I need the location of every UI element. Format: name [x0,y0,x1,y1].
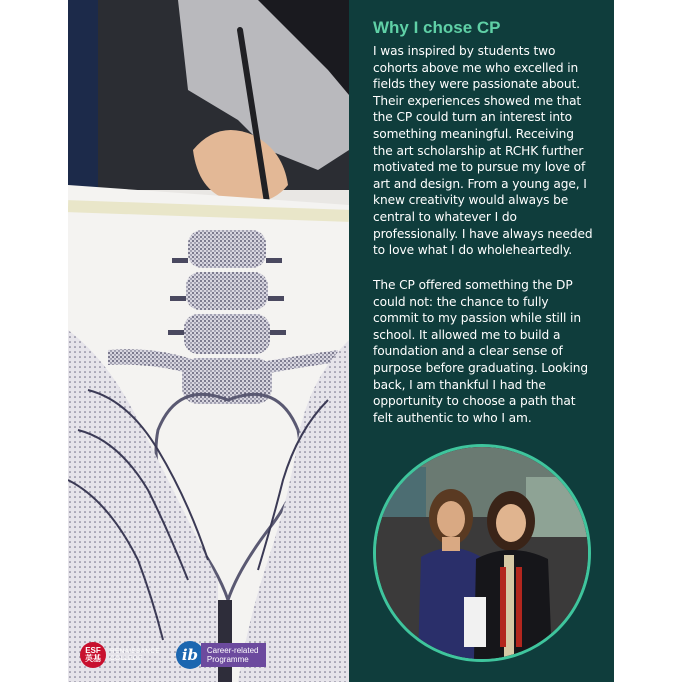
ib-line1: Career-related [206,646,259,655]
section-title: Why I chose CP [373,18,501,37]
paragraph-2: The CP offered something the DP could not: the chance to fully commit to my passion while still in school. It allowed me to build a foundation and a clear sense of purpose before graduating. Looking back, I am thankful I had the opportunity to choose a path that felt authentic to who I am. [373,278,588,425]
page [68,0,614,682]
text-panel [349,0,614,682]
esf-badge [80,642,106,668]
portrait-photo [373,444,591,662]
esf-badge-top: ESF [85,646,101,655]
college-name [110,648,160,662]
college-line2: COLLEGE [110,655,143,662]
esf-badge-bottom: 英基 [85,654,101,663]
logo-row [80,638,266,672]
ib-line2: Programme [206,655,249,664]
paragraph-1: I was inspired by students two cohorts above me who excelled in fields they were passionate about. Their experiences showed me that the CP could turn an interest into something meaningful. Receiving the art scholarship at RCHK further motivated me to pursue my love of art and design. From a young age, I knew creativity would always be central to whatever I do professionally. I have always needed to love what I do wholeheartedly. [373,44,593,258]
college-line1: RENAISSANCE [110,648,160,655]
artwork-photo [68,0,349,682]
esf-logo [80,642,160,668]
portrait-illustration [376,447,588,659]
ib-cp-logo [176,641,267,669]
ib-mark: ib [176,641,204,669]
ib-label [201,643,267,667]
artwork-illustration [68,0,349,682]
